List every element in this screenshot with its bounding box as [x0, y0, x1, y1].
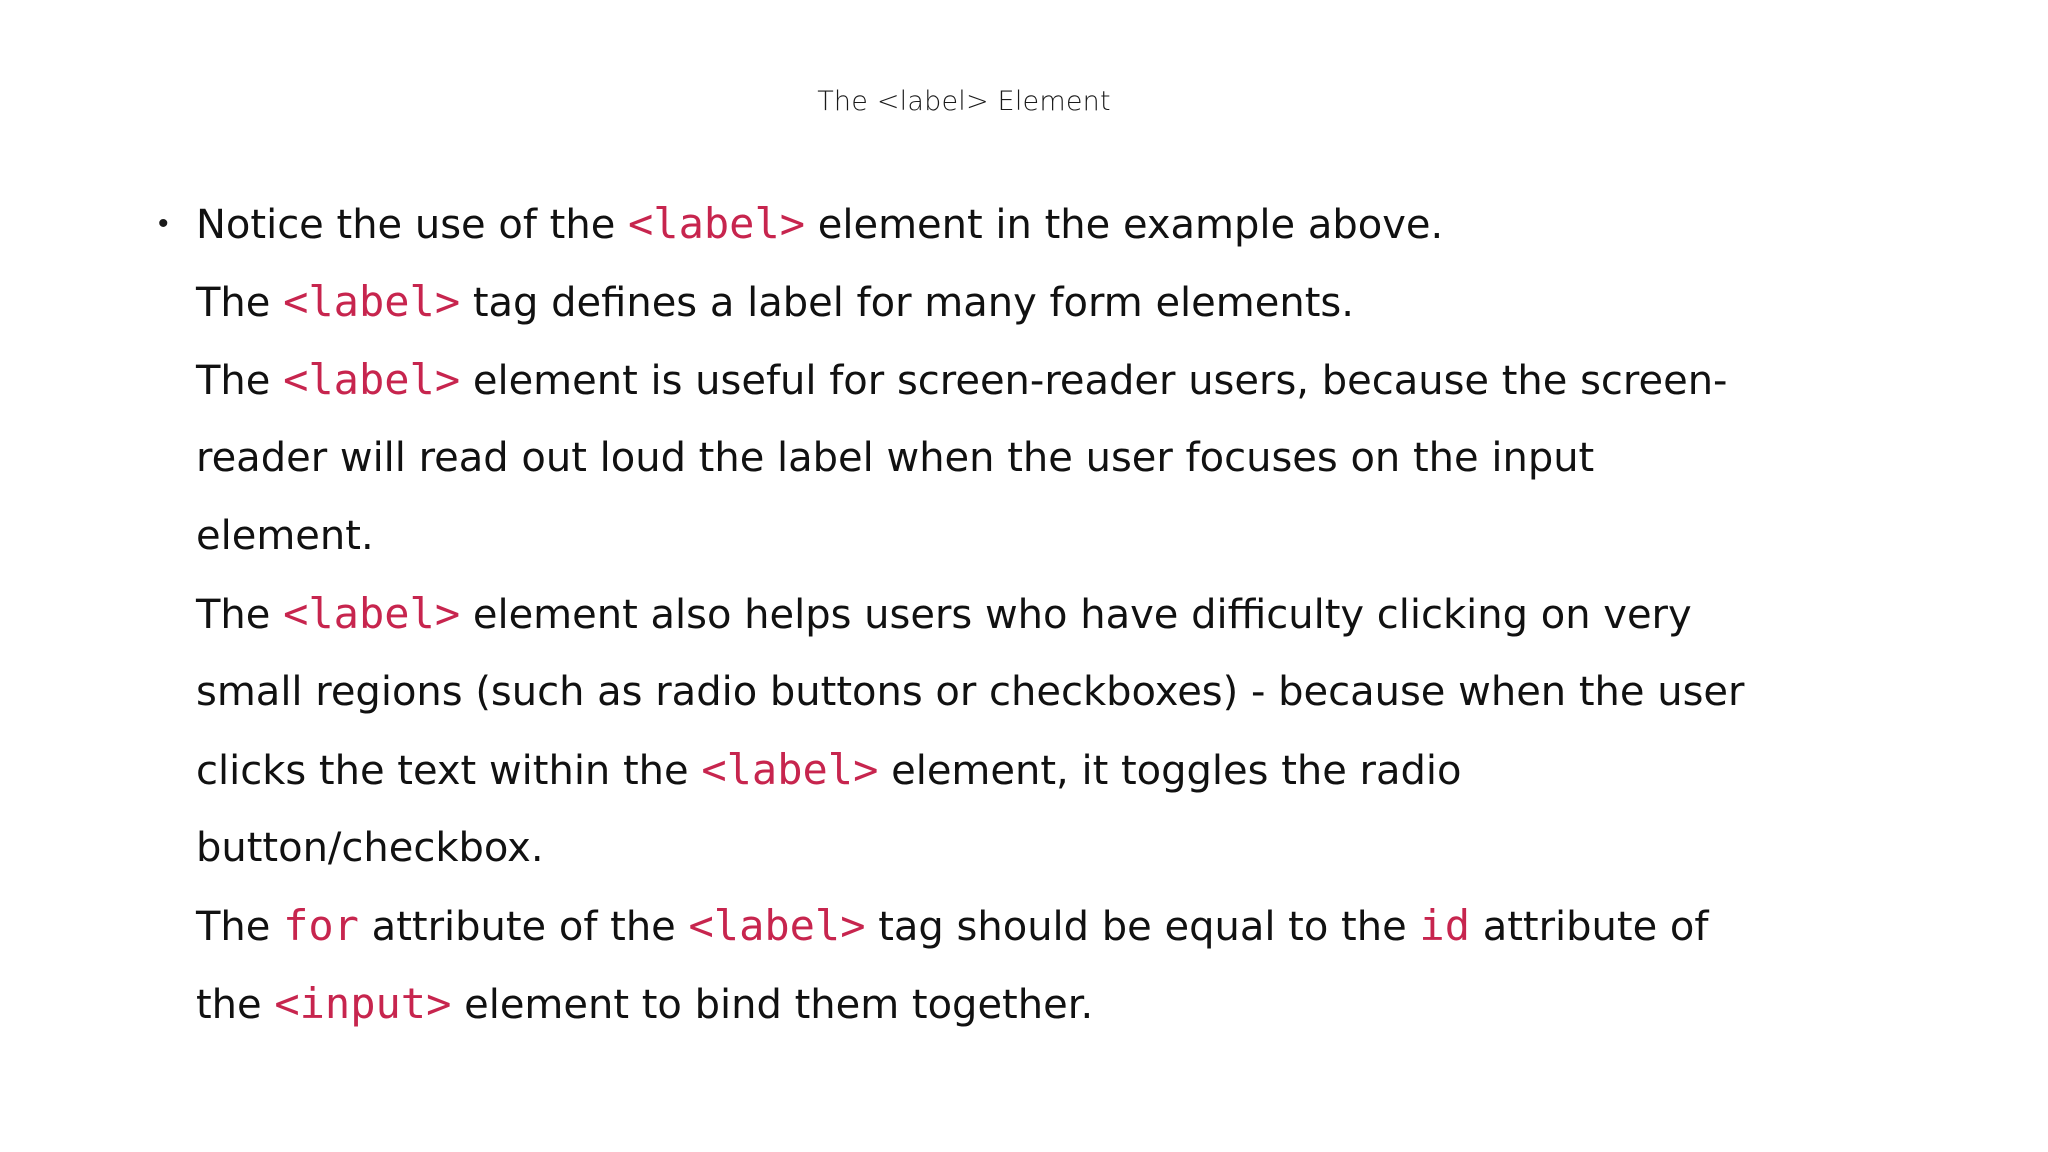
slide-body: [150, 185, 1910, 1043]
text-run: The: [196, 280, 284, 326]
bullet-item: [150, 185, 1910, 1043]
text-run: The: [196, 904, 284, 950]
code-label-tag: <label>: [688, 901, 866, 950]
text-run: The: [196, 592, 284, 638]
body-line-7: [196, 653, 1910, 731]
code-label-tag: <label>: [283, 277, 461, 326]
body-line-2: [196, 263, 1910, 341]
code-input-tag: <input>: [274, 979, 452, 1028]
code-label-tag: <label>: [628, 199, 806, 248]
text-run: element, it toggles the radio: [878, 748, 1462, 794]
text-run: The: [196, 358, 284, 404]
text-run: Notice the use of the: [196, 202, 629, 248]
text-run: element to bind them together.: [451, 982, 1094, 1028]
code-for-attribute: for: [283, 901, 359, 950]
body-line-11: [196, 965, 1910, 1043]
bullet-icon: •: [158, 207, 169, 240]
body-line-9: [196, 809, 1910, 887]
slide-title: The <label> Element: [817, 86, 1111, 117]
text-run: reader will read out loud the label when the user focuses on the input: [196, 435, 1595, 481]
body-line-3: [196, 341, 1910, 419]
text-run: tag should be equal to the: [865, 904, 1420, 950]
body-line-5: [196, 497, 1910, 575]
text-run: attribute of: [1469, 904, 1709, 950]
text-run: element also helps users who have difficulty clicking on very: [460, 592, 1692, 638]
text-run: clicks the text within the: [196, 748, 702, 794]
text-run: small regions (such as radio buttons or checkboxes) - because when the user: [196, 669, 1745, 715]
code-label-tag: <label>: [283, 589, 461, 638]
text-run: button/checkbox.: [196, 825, 544, 871]
body-line-1: [196, 185, 1910, 263]
text-run: tag defines a label for many form elements.: [460, 280, 1354, 326]
text-run: element in the example above.: [805, 202, 1444, 248]
code-label-tag: <label>: [701, 745, 879, 794]
body-line-10: [196, 887, 1910, 965]
body-line-4: [196, 419, 1910, 497]
body-line-8: [196, 731, 1910, 809]
text-run: attribute of the: [358, 904, 689, 950]
code-id-attribute: id: [1419, 901, 1470, 950]
code-label-tag: <label>: [283, 355, 461, 404]
text-run: the: [196, 982, 275, 1028]
body-line-6: [196, 575, 1910, 653]
text-run: element.: [196, 513, 374, 559]
text-run: element is useful for screen-reader users, because the screen-: [460, 358, 1728, 404]
